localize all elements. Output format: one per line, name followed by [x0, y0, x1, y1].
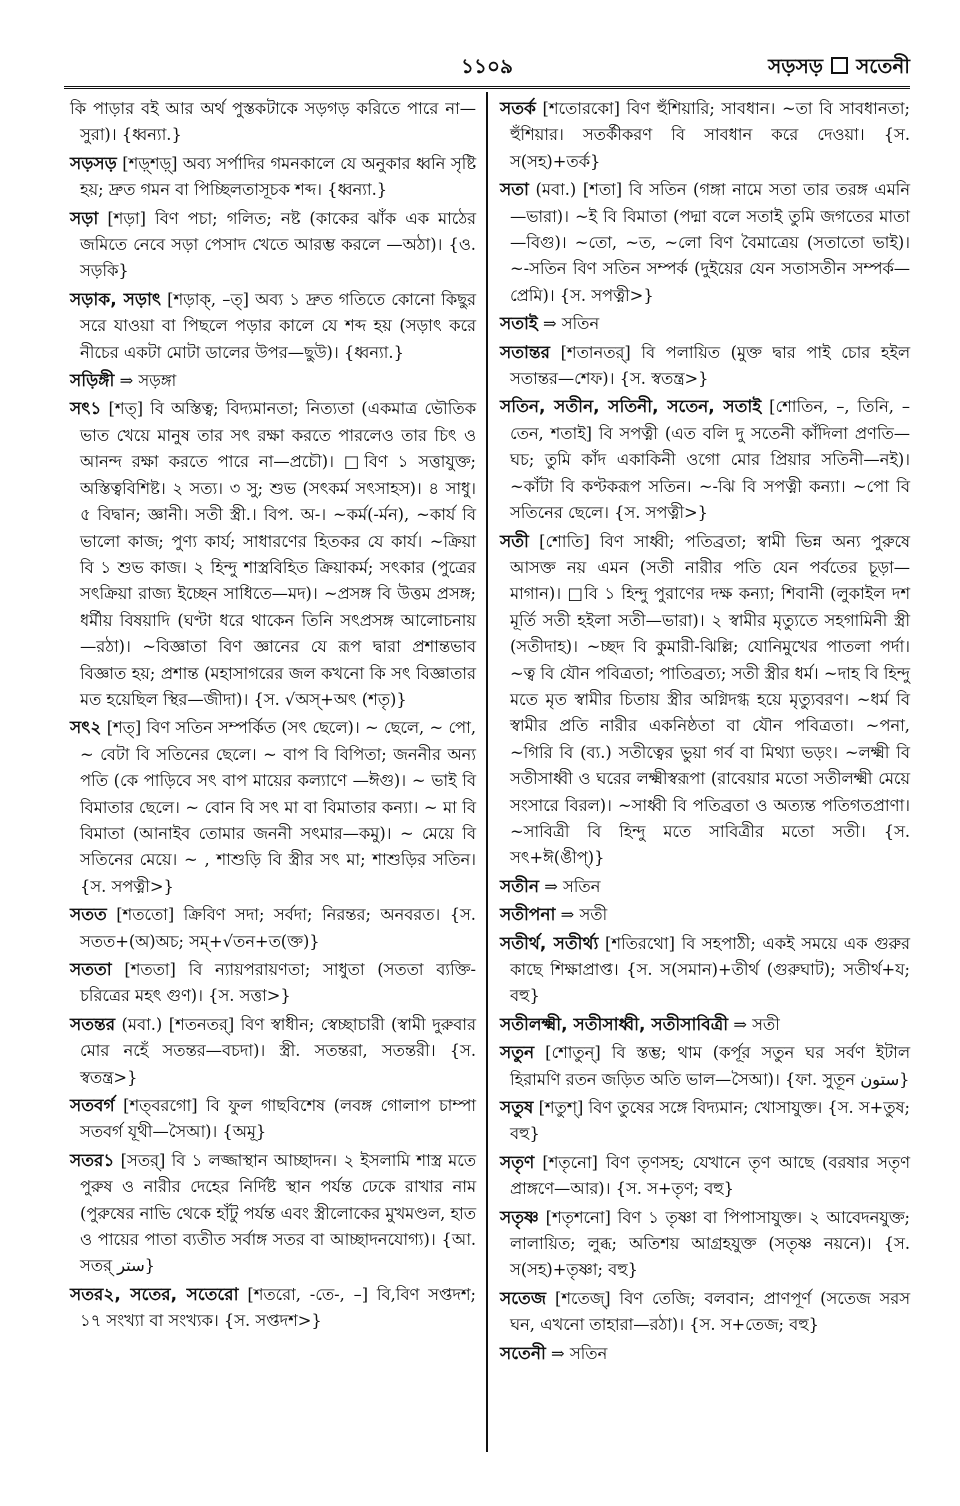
entry-definition: [শতরো, -তে-, –] বি,বিণ সপ্তদশ; ১৭ সংখ্যা বা সংখ্যক। {স. সপ্তদশ>}: [80, 1284, 476, 1331]
dictionary-entry: [500, 177, 910, 309]
dictionary-entry: [500, 529, 910, 872]
header-rule: [64, 86, 910, 89]
entry-headword: সতী: [500, 531, 529, 552]
guide-words: [768, 52, 910, 85]
entry-headword: সতত: [70, 905, 107, 926]
entry-headword: সতৃষ্ণ: [500, 1207, 539, 1228]
dictionary-entry: [500, 1095, 910, 1148]
dictionary-entry: [70, 1012, 476, 1091]
guide-separator-box: [831, 57, 848, 74]
dictionary-entry: [500, 311, 910, 337]
entry-headword: সতর্ক: [500, 99, 536, 119]
entry-definition: [শতিরথো] বি সহপাঠী; একই সময়ে এক গুরুর কাছে শিক্ষাপ্রাপ্ত। {স. স(সমান)+তীর্থ (গুরুঘাট); সতীর্থ+য; বহু}: [510, 933, 910, 1006]
dictionary-entry: [70, 396, 476, 713]
entry-definition: [শততা] বি ন্যায়পরায়ণতা; সাধুতা (সততা ব্যক্তি-চরিত্রের মহৎ গুণ)। {স. সত্তা>}: [80, 960, 476, 1006]
column-divider: [486, 92, 488, 1452]
entry-headword: সতন্তর: [70, 1014, 116, 1035]
left-column: [70, 96, 476, 1337]
entry-headword: সতর২, সতের, সতেরো: [70, 1284, 239, 1305]
entry-headword: সতেনী: [500, 1343, 546, 1364]
entry-definition: [শতৃশনো] বিণ ১ তৃষ্ণা বা পিপাসাযুক্ত। ২ আবেদনযুক্ত; লালায়িত; লুব্ধ; অতিশয় আগ্রহযুক্ত (সতৃষ্ণ নয়নে)। {স. স(সহ)+তৃষ্ণা; বহু}: [510, 1207, 910, 1280]
entry-headword: সতীপনা: [500, 905, 556, 926]
dictionary-entry: [500, 394, 910, 526]
entry-headword: সড়িঙ্গী: [70, 371, 115, 392]
dictionary-entry: [70, 957, 476, 1010]
entry-headword: সতাই: [500, 314, 538, 335]
entry-definition: কি পাড়ার বই আর অর্থ পুস্তকটাকে সড়গড় করিতে পারে না—সুরা)। {ধ্বন্যা.}: [70, 99, 476, 145]
dictionary-entry: [500, 1150, 910, 1203]
entry-definition: [সতর্] বি ১ লজ্জাস্থান আচ্ছাদন। ২ ইসলামি শাস্ত্র মতে পুরুষ ও নারীর দেহের নির্দিষ্ট স্থান পর্যন্ত ঢেকে রাখার নাম (পুরুষের নাভি থেকে হাঁটু পর্যন্ত এবং স্ত্রীলোকের মুখমণ্ডল, হাত ও পায়ের পাতা ব্যতীত সর্বাঙ্গ সতর বা আচ্ছাদনযোগ্য)। {আ. সতর্‌ ستر}: [80, 1150, 476, 1276]
dictionary-entry: [500, 874, 910, 900]
entry-headword: সতান্তর: [500, 342, 550, 363]
entry-headword: সতৃণ: [500, 1152, 535, 1173]
dictionary-entry: [500, 1012, 910, 1038]
dictionary-entry: [70, 1282, 476, 1335]
dictionary-entry: [500, 1205, 910, 1284]
guide-word-first: সড়সড়: [768, 54, 824, 78]
entry-definition: ⇒ সড়ঙ্গা: [119, 371, 177, 391]
dictionary-entry: [70, 368, 476, 394]
dictionary-entry: [70, 287, 476, 366]
entry-definition: [শত্‌] বি অস্তিত্ব; বিদ্যমানতা; নিত্যতা (একমাত্র ভৌতিক ভাত খেয়ে মানুষ তার সৎ রক্ষা করতে পারলেও তার চিৎ ও আনন্দ রক্ষা করতে পারে না—প্রচৌ)। □বিণ ১ সত্তাযুক্ত; অস্তিত্ববিশিষ্ট। ২ সত্য। ৩ সু; শুভ (সৎকর্ম সৎসাহস)। ৪ সাধু। ৫ বিদ্বান; জ্ঞানী। সতী স্ত্রী.। বিপ. অ-। ~কর্ম(-র্মন), ~কার্য বি ভালো কাজ; পুণ্য কার্য; সাধারণের হিতকর যে কার্য। ~ক্রিয়া বি ১ শুভ কাজ। ২ হিন্দু শাস্ত্রবিহিত ক্রিয়াকর্ম; সৎকার (পুত্রের সৎক্রিয়া রাজ্য ইচ্ছেন সাধিতে—মদ)। ~প্রসঙ্গ বি উত্তম প্রসঙ্গ; ধর্মীয় বিষয়াদি (ঘণ্টা ধরে থাকেন তিনি সৎপ্রসঙ্গ আলোচনায়—রঠা)। ~বিজ্ঞাতা বিণ জ্ঞানের যে রূপ দ্বারা প্রশান্তভাব বিজ্ঞাত হয়; প্রশান্ত (মহাসাগরের জল কখনো কি সৎ বিজ্ঞাতার মত হয়েছিল স্থির—জীদা)। {স. √অস্‌+অৎ (শতৃ)}: [80, 399, 476, 709]
dictionary-entry: [70, 151, 476, 204]
dictionary-entry: [500, 1040, 910, 1093]
entry-headword: সততা: [70, 960, 112, 980]
entry-definition: [শোতি] বিণ সাধ্বী; পতিব্রতা; স্বামী ভিন্ন অন্য পুরুষে আসক্ত নয় এমন (সতী নারীর পতি যেন পর্বতের চূড়া—মাগান)। □বি ১ হিন্দু পুরাণের দক্ষ কন্যা; শিবানী (লুকাইল দশ মূর্তি সতী হইলা সতী—ভারা)। ২ স্বামীর মৃত্যুতে সহগামিনী স্ত্রী (সতীদাহ)। ~চ্ছদ বি কুমারী-ঝিল্লি; যোনিমুখের পাতলা পর্দা। ~ত্ব বি যৌন পবিত্রতা; পাতিব্রত্য; সতী স্ত্রীর ধর্ম। ~দাহ বি হিন্দু মতে মৃত স্বামীর চিতায় স্ত্রীর অগ্নিদগ্ধ হয়ে মৃত্যুবরণ। ~ধর্ম বি স্বামীর প্রতি নারীর একনিষ্ঠতা বা যৌন পবিত্রতা। ~পনা, ~গিরি বি (ব্য.) সতীত্বের ভুয়া গর্ব বা মিথ্যা ভড়ং। ~লক্ষ্মী বি সতীসাধ্বী ও ঘরের লক্ষ্মীস্বরূপা (রাবেয়ার মতো সতীলক্ষ্মী মেয়ে সংসারে বিরল)। ~সাধ্বী বি পতিব্রতা ও অত্যন্ত পতিগতপ্রাণা। ~সাবিত্রী বি হিন্দু মতে সাবিত্রীর মতো সতী। {স. সৎ+ঈ(ঙীপ্‌)}: [510, 531, 910, 868]
entry-definition: ⇒ সতিন: [542, 314, 600, 334]
page-number: ১১০৯: [461, 54, 513, 78]
entry-headword: সতীন: [500, 876, 539, 897]
entry-headword: সতা: [500, 180, 529, 201]
dictionary-entry: [500, 931, 910, 1010]
right-column: [500, 96, 910, 1369]
entry-headword: সতিন, সতীন, সতিনী, সতেন, সতাই: [500, 397, 762, 418]
entry-definition: [শতোরকো] বিণ হুঁশিয়ারি; সাবধান। ~তা বি সাবধানতা; হুঁশিয়ার। সতর্কীকরণ বি সাবধান করে দেওয়া। {স. স(সহ)+তর্ক}: [510, 99, 910, 171]
entry-headword: সতুষ: [500, 1098, 534, 1119]
entry-headword: সতর১: [70, 1150, 115, 1171]
entry-definition: [শোতুন্] বি স্তম্ভ; থাম (কর্পূর সতুন ঘর সর্বণ ইটাল হিরামণি রতন জড়িত অতি ভাল—সৈআ)। {ফা. সুতূন ستون}: [510, 1043, 910, 1089]
entry-definition: [শত্‌] বিণ সতিন সম্পর্কিত (সৎ ছেলে)। ~ ছেলে, ~ পো, ~ বেটা বি সতিনের ছেলে। ~ বাপ বি বিপিতা; জননীর অন্য পতি (কে পাড়িবে সৎ বাপ মায়ের কল্যাণে —ঈগু)। ~ ভাই বি বিমাতার ছেলে। ~ বোন বি সৎ মা বা বিমাতার কন্যা। ~ মা বি বিমাতা (আনাইব তোমার জননী সৎমার—কমু)। ~ মেয়ে বি সতিনের মেয়ে। ~ , শাশুড়ি বি স্ত্রীর সৎ মা; শাশুড়ির সতিন। {স. সপত্নী>}: [80, 718, 476, 896]
entry-definition: (মবা.) [শতা] বি সতিন (গঙ্গা নামে সতা তার তরঙ্গ এমনি—ভারা)। ~ই বি বিমাতা (পদ্মা বলে সতাই তুমি জগতের মাতা—বিগু)। ~তো, ~ত, ~লো বিণ বৈমাত্রেয় (সতাতো ভাই)। ~-সতিন বিণ সতিন সম্পর্ক (দুইয়ের যেন সতাসতীন সম্পর্ক—প্রেমি)। {স. সপত্নী>}: [510, 180, 911, 305]
entry-definition: [শতানতর্] বি পলায়িত (মুক্ত দ্বার পাই চোর হইল সতান্তর—শেফ)। {স. স্বতন্ত্র>}: [510, 342, 910, 389]
dictionary-entry: [70, 715, 476, 900]
entry-definition: [শতুশ্] বিণ তুষের সঙ্গে বিদ্যমান; খোসাযুক্ত। {স. স+তুষ; বহু}: [510, 1098, 910, 1144]
entry-definition: [শত্‌বরগো] বি ফুল গাছবিশেষ (লবঙ্গ গোলাপ চাম্পা সতবর্গ যূথী—সৈআ)। {অমূ}: [80, 1096, 476, 1142]
entry-definition: [শড়্শড়্] অব্য সর্পাদির গমনকালে যে অনুকার ধ্বনি সৃষ্টি হয়; দ্রুত গমন বা পিচ্ছিলতাসূচক শব্দ। {ধ্বন্যা.}: [80, 153, 476, 200]
entry-definition: [শততো] ক্রিবিণ সদা; সর্বদা; নিরন্তর; অনবরত। {স. সতত+(অ)অচ; সম্‌+√তন+ত(ক্ত)}: [80, 905, 476, 951]
entry-headword: সতুন: [500, 1043, 535, 1064]
entry-definition: ⇒ সতিন: [544, 876, 601, 896]
entry-headword: সড়সড়: [70, 153, 117, 174]
guide-word-last: সতেনী: [856, 54, 910, 78]
entry-definition: [শতেজ্] বিণ তেজি; বলবান; প্রাণপূর্ণ (সতেজ সরস ঘন, এখনো তাহারা—রঠা)। {স. স+তেজ; বহু}: [510, 1288, 910, 1335]
dictionary-entry: [70, 206, 476, 285]
entry-definition: ⇒ সতিন: [551, 1343, 608, 1363]
entry-definition: [শড়াক্‌, –ত্‌] অব্য ১ দ্রুত গতিতে কোনো কিছুর সরে যাওয়া বা পিছলে পড়ার কালে যে শব্দ হয় (সড়াৎ করে নীচের একটা মোটা ডালের উপর—ছুউ)। {ধ্বন্যা.}: [80, 289, 476, 362]
dictionary-entry: [500, 902, 910, 928]
entry-headword: সতেজ: [500, 1288, 547, 1309]
entry-headword: সড়াক, সড়াৎ: [70, 289, 161, 310]
page-header: [64, 50, 910, 86]
entry-definition: [শোতিন, –, তিনি, –তেন, শতাই] বি সপত্নী (এত বলি দু সতেনী কাঁদিলা প্রণতি—ঘচ; তুমি কাঁদ একাকিনী ওগো মোর প্রিয়ার সতিনী—নই)। ~কাঁটা বি কণ্টকরূপ সতিন। ~-ঝি বি সপত্নী কন্যা। ~পো বি সতিনের ছেলে। {স. সপত্নী>}: [510, 397, 910, 523]
entry-headword: সড়া: [70, 208, 99, 229]
entry-headword: সতীর্থ, সতীর্থ্য: [500, 933, 599, 954]
dictionary-entry: [500, 1286, 910, 1339]
entry-headword: সৎ১: [70, 399, 102, 420]
dictionary-entry: [70, 1093, 476, 1146]
entry-definition: [শড়া] বিণ পচা; গলিত; নষ্ট (কাকের ঝাঁক এক মাঠের জমিতে নেবে সড়া পেসাদ খেতে আরম্ভ করলে —অঠা)। {ও. সড়কি}: [80, 208, 476, 281]
entry-definition: ⇒ সতী: [560, 905, 608, 925]
dictionary-entry: [70, 1148, 476, 1280]
entry-headword: সতীলক্ষ্মী, সতীসাধ্বী, সতীসাবিত্রী: [500, 1014, 729, 1035]
dictionary-entry: [500, 96, 910, 175]
entry-definition: [শতৃনো] বিণ তৃণসহ; যেখানে তৃণ আছে (বরষার সতৃণ প্রাঙ্গণে—আর)। {স. স+তৃণ; বহু}: [510, 1152, 910, 1199]
entry-definition: ⇒ সতী: [733, 1014, 780, 1034]
dictionary-entry: [70, 902, 476, 955]
dictionary-entry: [500, 340, 910, 393]
entry-headword: সতবর্গ: [70, 1096, 115, 1117]
dictionary-entry: [500, 1341, 910, 1367]
entry-headword: সৎ২: [70, 718, 102, 739]
entry-definition: (মবা.) [শতনতর্] বিণ স্বাধীন; স্বেচ্ছাচারী (স্বামী দুরুবার মোর নহেঁ সতন্তর—বচদা)। স্ত্রী. সতন্তরা, সতন্তরী। {স. স্বতন্ত্র>}: [80, 1014, 476, 1087]
dictionary-entry: [70, 96, 476, 149]
